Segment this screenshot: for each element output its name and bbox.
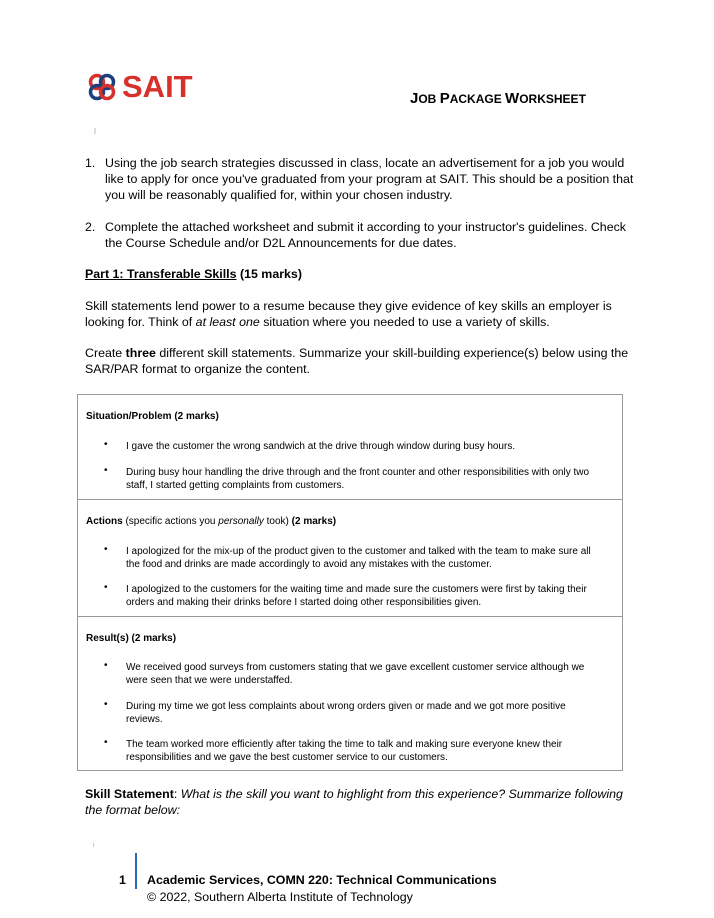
bullet-icon: • xyxy=(104,544,108,555)
situation-heading: Situation/Problem (2 marks) xyxy=(86,411,219,422)
list-item: • I apologized to the customers for the waiting time and made sure the customers were first by taking their orders and making their drinks before I started doing other responsibilities given. xyxy=(104,582,587,608)
actions-heading: Actions (specific actions you personally took) (2 marks) xyxy=(86,516,337,527)
bullet-icon: • xyxy=(104,465,108,476)
bullet-icon: • xyxy=(104,582,108,593)
bullet-icon: • xyxy=(104,660,108,671)
intro-paragraph: Skill statements lend power to a resume because they give evidence of key skills an employer is looking for. Think of at least one situation where you needed to use a variety of skills. xyxy=(85,299,612,329)
page-title: JOB PACKAGE WORKSHEET xyxy=(410,90,586,107)
decorative-mark xyxy=(94,128,96,134)
bullet-icon: • xyxy=(104,699,108,710)
sait-logo xyxy=(86,70,206,104)
list-item: • During my time we got less complaints about wrong orders given or made and we got more positive reviews. xyxy=(104,699,566,725)
results-section xyxy=(77,616,623,771)
actions-section xyxy=(77,499,623,617)
footer-course: Academic Services, COMN 220: Technical Communications xyxy=(147,873,497,887)
instruction-text: Complete the attached worksheet and submit it according to your instructor's guidelines. Check the Course Schedule and/or D2L Announcements for due dates. xyxy=(105,220,626,250)
create-paragraph: Create three different skill statements. Summarize your skill-building experience(s) below using the SAR/PAR format to organize the content. xyxy=(85,346,629,376)
list-item: • We received good surveys from customers stating that we gave excellent customer service although we were seen that we were understaffed. xyxy=(104,660,585,686)
footer-copyright: © 2022, Southern Alberta Institute of Technology xyxy=(147,890,413,904)
instruction-number: 1. xyxy=(85,156,96,170)
part1-heading: Part 1: Transferable Skills (15 marks) xyxy=(85,267,302,281)
list-item: • The team worked more efficiently after taking the time to talk and making sure everyone knew their responsibilities and we gave the best customer service to our customers. xyxy=(104,737,563,763)
list-item: • During busy hour handling the drive through and the front counter and other responsibilities with only two staff, I started getting complaints from customers. xyxy=(104,465,590,491)
instruction-text: Using the job search strategies discussed in class, locate an advertisement for a job you would like to apply for once you've graduated from your program at SAIT. This should be a position that you will be reasonably qualified for, within your chosen industry. xyxy=(105,156,634,202)
skill-statement-prompt: Skill Statement: What is the skill you want to highlight from this experience? Summarize following the format below: xyxy=(85,787,623,817)
footer-divider xyxy=(135,853,137,889)
instruction-item-2 xyxy=(85,219,635,251)
instruction-number: 2. xyxy=(85,220,96,234)
sait-knot-logo-icon xyxy=(86,71,118,103)
page-number: 1 xyxy=(119,873,126,887)
bullet-icon: • xyxy=(104,439,108,450)
situation-section xyxy=(77,394,623,500)
results-heading: Result(s) (2 marks) xyxy=(86,633,177,644)
instruction-item-1 xyxy=(85,155,635,203)
logo-text: SAIT xyxy=(122,69,193,104)
list-item: • I gave the customer the wrong sandwich at the drive through window during busy hours. xyxy=(104,439,516,452)
decorative-mark xyxy=(93,843,94,847)
list-item: • I apologized for the mix-up of the product given to the customer and talked with the team to make sure all the food and drinks are made accordingly to avoid any mistakes with the customer. xyxy=(104,544,591,570)
bullet-icon: • xyxy=(104,737,108,748)
